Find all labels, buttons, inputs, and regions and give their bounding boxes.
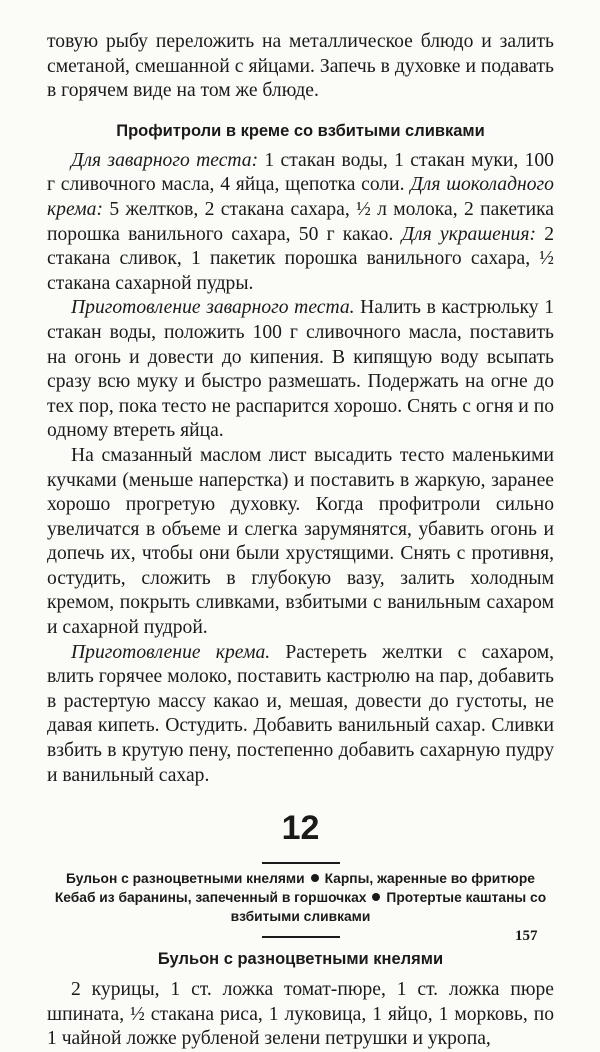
contents-item: Протертые каштаны со взбитыми сливками xyxy=(230,890,547,925)
cream-text: Растереть желтки с сахаром, влить горячее молоко, поставить кастрюлю на пар, добавить в растертую массу какао и, мешая, довести до густоты, не давая кипеть. Остудить. Добавить ванильный сахар. Сливки взбить в крутую пену, постепенно добавить сахарную пудру и ванильный сахар. xyxy=(47,641,554,786)
top-divider xyxy=(262,862,340,864)
ingredients-label-dough: Для заварного теста: xyxy=(71,149,259,171)
chapter-number: 12 xyxy=(281,809,320,848)
contents-item: Карпы, жаренные во фритюре xyxy=(324,871,535,887)
bullet-icon xyxy=(372,893,380,901)
book-page xyxy=(47,30,554,1052)
contents-item: Кебаб из баранины, запеченный в горшочках xyxy=(54,890,367,906)
chapter-contents xyxy=(47,869,554,926)
ingredients-decoration: 2 стакана сливок, 1 пакетик порошка ванильного сахара, ½ стакана сахарной пудры. xyxy=(47,223,554,294)
baking-paragraph: На смазанный маслом лист высадить тесто маленькими кучками (меньше наперстка) и поставить в жаркую, заранее хорошо прогретую духовку. Когда профитроли сильно увеличатся в объеме и слегка зарумянятся, убавить огонь и допечь их, чтобы они были хрустящими. Снять с противня, остудить, сложить в глубокую вазу, залить холодным кремом, покрыть сливками, взбитыми с ванильным сахаром и сахарной пудрой. xyxy=(47,444,554,639)
intro-paragraph: товую рыбу переложить на металлическое блюдо и залить сметаной, смешанной с яйцами. Запечь в духовке и подавать в горячем виде на том же блюде. xyxy=(47,31,554,102)
cream-label: Приготовление крема. xyxy=(71,641,271,663)
cream-paragraph xyxy=(47,641,554,789)
ingredients-label-decoration: Для украшения: xyxy=(401,223,536,245)
ingredients-paragraph xyxy=(47,149,554,297)
contents-item: Бульон с разноцветными кнелями xyxy=(66,871,305,887)
ingredients-label-cream: Для шоколадного крема: xyxy=(47,174,554,220)
dough-label: Приготовление заварного теста. xyxy=(71,297,355,319)
recipe-title: Профитроли в креме со взбитыми сливками xyxy=(116,121,485,140)
dough-paragraph xyxy=(47,296,554,444)
bullet-icon xyxy=(311,874,319,882)
bottom-divider xyxy=(262,936,340,938)
section-title: Бульон с разноцветными кнелями xyxy=(157,950,444,969)
dough-text: Налить в кастрюльку 1 стакан воды, положить 100 г сливочного масла, поставить на огонь и довести до кипения. В кипящую воду всыпать сразу всю муку и быстро размешать. Подержать на огне до тех пор, пока тесто не распарится хорошо. Снять с огня и по одному втереть яйца. xyxy=(47,297,554,442)
ingredients-cream: 5 желтков, 2 стакана сахара, ½ л молока, 2 пакетика порошка ванильного сахара, 50 г какао. xyxy=(47,198,554,245)
page-number: 157 xyxy=(515,928,538,944)
ingredients-dough: 1 стакан воды, 1 стакан муки, 100 г сливочного масла, 4 яйца, щепотка соли. xyxy=(47,149,554,196)
section-ingredients: 2 курицы, 1 ст. ложка томат-пюре, 1 ст. ложка пюре шпината, ½ стакана риса, 1 луковица, 1 яйцо, 1 морковь, по 1 чайной ложке рубленой зелени петрушки и укропа, xyxy=(47,979,554,1050)
